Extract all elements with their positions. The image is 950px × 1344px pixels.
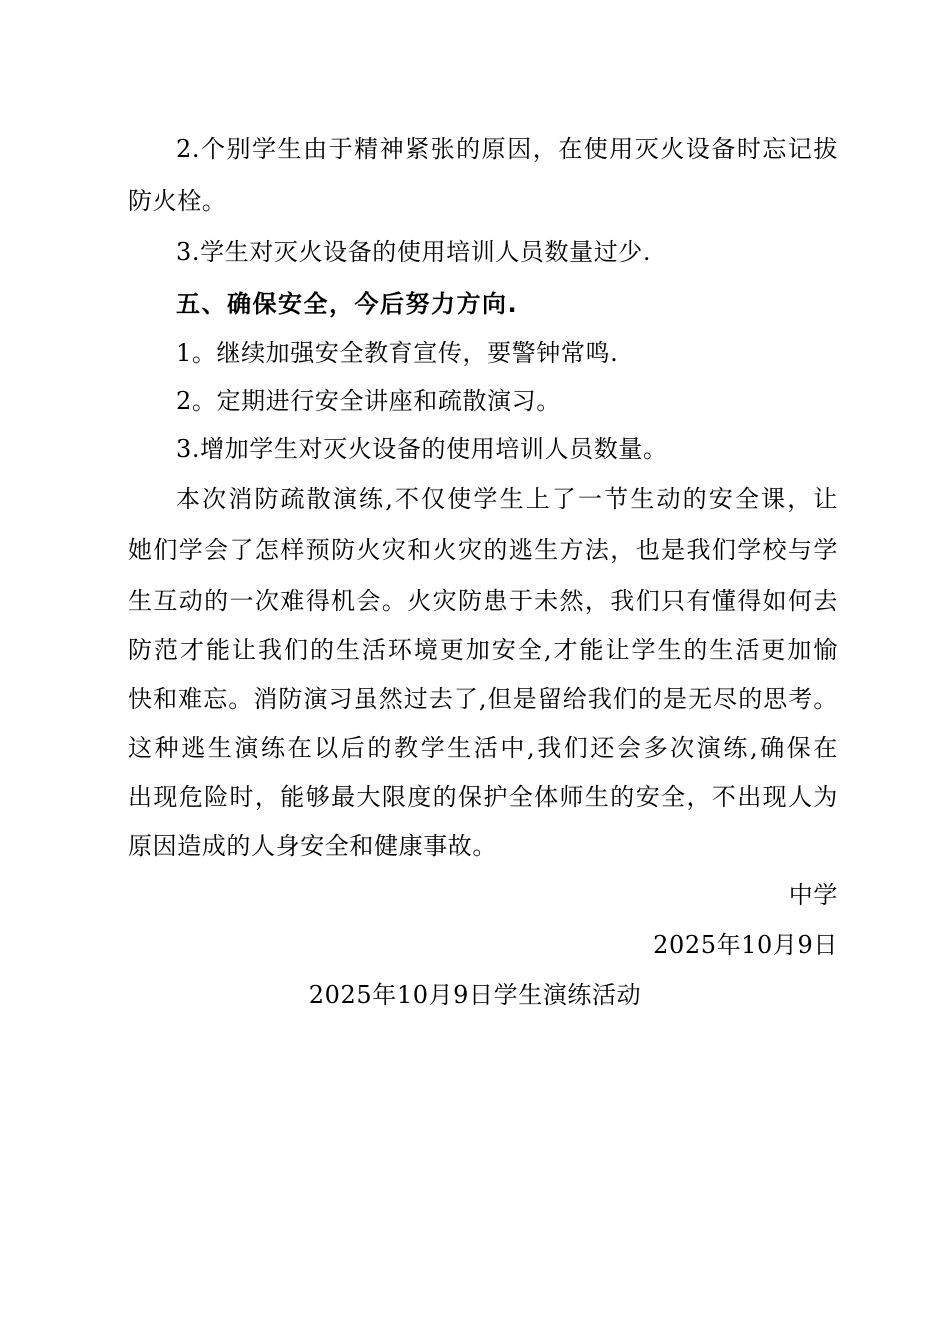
paragraph-line-5: 快和难忘。消防演习虽然过去了,但是留给我们的是无尽的思考。 bbox=[128, 685, 838, 713]
paragraph-line-7: 出现危险时，能够最大限度的保护全体师生的安全，不出现人为 bbox=[128, 783, 838, 811]
paragraph-line-3: 生互动的一次难得机会。火灾防患于未然，我们只有懂得如何去 bbox=[128, 587, 838, 615]
footer-title: 2025年10月9日学生演练活动 bbox=[308, 981, 642, 1009]
paragraph-line-8: 原因造成的人身安全和健康事故。 bbox=[128, 832, 497, 860]
measure-1: 1。继续加强安全教育宣传，要警钟常鸣. bbox=[176, 339, 619, 367]
measure-2: 2。定期进行安全讲座和疏散演习。 bbox=[176, 387, 561, 415]
paragraph-line-2: 她们学会了怎样预防火灾和火灾的逃生方法，也是我们学校与学 bbox=[128, 536, 838, 564]
measure-3: 3.增加学生对灭火设备的使用培训人员数量。 bbox=[176, 435, 668, 463]
item-2-line-2: 防火栓。 bbox=[128, 187, 227, 215]
paragraph-line-4: 防范才能让我们的生活环境更加安全,才能让学生的生活更加愉 bbox=[128, 636, 838, 664]
item-3: 3.学生对灭火设备的使用培训人员数量过少. bbox=[176, 238, 652, 266]
paragraph-line-6: 这种逃生演练在以后的教学生活中,我们还会多次演练,确保在 bbox=[128, 734, 838, 762]
item-2-line-1: 2.个别学生由于精神紧张的原因，在使用灭火设备时忘记拔 bbox=[176, 135, 838, 163]
signature: 中学 bbox=[788, 881, 838, 909]
date: 2025年10月9日 bbox=[653, 931, 838, 959]
paragraph-line-1: 本次消防疏散演练,不仅使学生上了一节生动的安全课，让 bbox=[176, 485, 838, 513]
section-heading: 五、确保安全，今后努力方向. bbox=[176, 290, 519, 318]
